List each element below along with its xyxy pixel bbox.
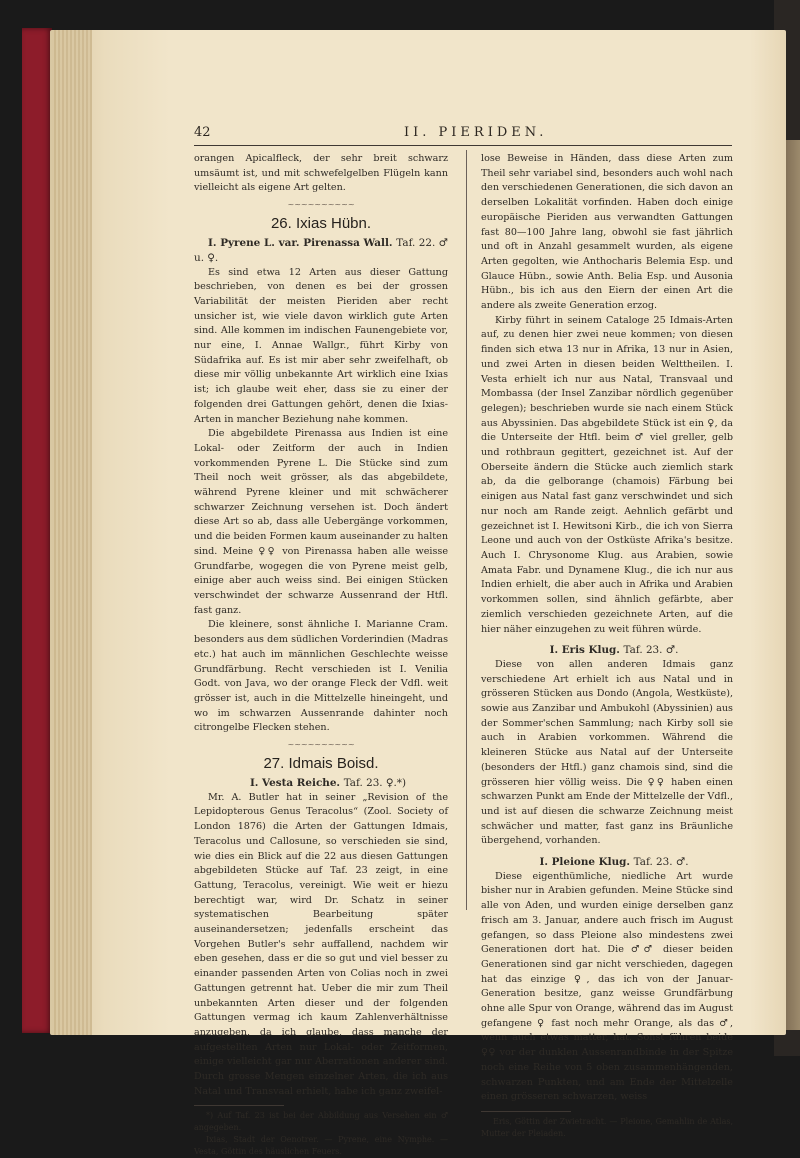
ornament-rule: ~~~~~~~~~~ [287,200,355,210]
species-name: I. Eris Klug. [549,644,620,657]
species-heading [194,236,448,265]
paragraph: lose Beweise in Händen, dass diese Arten zum Theil sehr variabel sind, besonders auch wohl nach den verschiedenen Generationen, die sich davon an derselben Lokalität vorfinden. Haben doch einige europäische Pieriden aus verwandten Gattungen fast 80—100 Jahre lang, obwohl sie fast jährlich und oft in Anzahl gesammelt wurden, als eigene Arten gegolten, wie Anthocharis Belemia Esp. und Glauce Hübn., sowie Anth. Belia Esp. und Ausonia Hübn., bis ich aus den Eiern der einen Art die andere als zweite Generation erzog. [481,153,733,312]
footnote-rule [481,1111,571,1112]
paragraph: Es sind etwa 12 Arten aus dieser Gattung beschrieben, von denen es bei der grossen Variabilität der meisten Pieriden aber recht unsicher ist, wie viele davon wirklich gute Arten sind. Alle kommen im indischen Faunengebiete vor, nur eine, I. Annae Wallgr., führt Kirby von Südafrika auf. Es ist mir aber sehr zweifelhaft, ob diese mir völlig unbekannte Art wirklich eine Ixias ist; ich glaube weit eher, dass sie zu einer der folgenden drei Gattungen gehört, denen die Ixias-Arten in mancher Beziehung nahe kommen. [194,266,448,425]
footnote: *) Auf Taf. 23 ist bei der Abbildung aus Versehen ein ♂ angegeben. [194,1111,448,1133]
plate-reference: Taf. 23. ♂. [623,644,679,657]
page-number: 42 [194,125,211,140]
species-name: I. Pyrene L. var. Pirenassa Wall. [208,237,393,250]
column-rule [466,150,467,910]
species-name: I. Vesta Reiche. [249,777,341,790]
species-heading [481,643,733,658]
species-heading [194,776,448,791]
paragraph: Die kleinere, sonst ähnliche I. Marianne Cram. besonders aus dem südlichen Vorderindien (Madras etc.) hat auch im männlichen Geschlechte weisse Grundfärbung. Recht verschieden ist I. Venilia Godt. von Java, wo der orange Fleck der Vdfl. weit grösser ist, auch in die Mittelzelle hineingeht, und wo im schwarzen Aussenrande dahinter noch citrongelbe Flecken stehen. [194,619,448,734]
plate-reference: Taf. 22. ♂ u. ♀. [194,237,448,264]
ornament-rule: ~~~~~~~~~~ [287,740,355,750]
page-gutter [52,30,92,1035]
footnotes [194,1110,448,1157]
section-title: 27. Idmais Boisd. [263,755,379,773]
paragraph: orangen Apicalfleck, der sehr breit schwarz umsäumt ist, und mit schwefelgelben Flügeln kann vielleicht als eigene Art gelten. [194,153,448,194]
footnote: Eris, Göttin der Zwietracht. — Pleione, Gemahlin de Atlas, Mutter der Pleiaden. [481,1117,733,1138]
right-column [481,152,733,1140]
left-column [194,152,448,1158]
paragraph: Kirby führt in seinem Cataloge 25 Idmais-Arten auf, zu denen hier zwei neue kommen; von diesen finden sich etwa 13 nur in Afrika, 13 nur in Asien, und zwei Arten in diesen beiden Welttheilen. I. Vesta erhielt ich nur aus Natal, Transvaal und Mombassa (der Insel Zanzibar nördlich gegenüber gelegen); beschrieben wurde sie nach einem Stück aus Abyssinien. Das abgebildete Stück ist ein ♀, da die Unterseite der Htfl. beim ♂ viel greller, gelb und rothbraun gegittert, gezeichnet ist. Auf der Oberseite ändern die Stücke auch ziemlich stark ab, da die gelborange (chamois) Färbung bei einigen aus Natal fast ganz verschwindet und sich nur noch am Rande zeigt. Aehnlich gefärbt und gezeichnet ist I. Hewitsoni Kirb., die ich von Sierra Leone und auch von der Ostküste Afrika's besitze. Auch I. Chrysonome Klug. aus Arabien, sowie Amata Fabr. und Dynamene Klug., die ich nur aus Indien erhielt, die aber auch in Afrika und Arabien vorkommen sollen, sind ähnlich gefärbte, aber ziemlich verschieden gezeichnete Arten, auf die hier näher einzugehen zu weit führen würde. [481,314,733,635]
paragraph: Mr. A. Butler hat in seiner „Revision of the Lepidopterous Genus Teracolus“ (Zool. Society of London 1876) die Arten der Gattungen Idmais, Teracolus und Callosune, so verschieden sie sind, wie dies ein Blick auf die 22 aus diesen Gattungen abgebildeten Stücke auf Taf. 23 zeigt, in eine Gattung, Teracolus, vereinigt. Wie weit er hiezu berechtigt war, wird Dr. Schatz in seiner systematischen Bearbeitung später auseinandersetzen; jedenfalls erscheint das Vorgehen Butler's sehr auffallend, nachdem wir eben gesehen, dass er die so gut und viel besser zu einander passenden Arten von Colias noch in zwei Gattungen getrennt hat. Ueber die mir zum Theil unbekannten Arten dieser und der folgenden Gattungen vermag ich kaum Zahlenverhältnisse anzugeben, da ich glaube, dass manche der aufgestellten Arten nur Lokal- oder Zeitformen, einige vielleicht gar nur Aberrationen anderer sind. Durch grosse Mengen einzelner Arten, die ich aus Natal und Transvaal erhielt, habe ich ganz zweifel- [194,791,448,1097]
footnote: Ixias, Stadt der Oenotrer. — Pyrene, eine Nymphe. — Vesta, Göttin des häuslichen Feuers. [194,1135,448,1156]
species-name: I. Pleione Klug. [539,856,631,869]
running-head [194,125,732,143]
footnote-rule [194,1105,284,1106]
running-title: II. PIERIDEN. [404,125,548,140]
head-rule [194,145,732,146]
section-title: 26. Ixias Hübn. [270,215,372,233]
book-binding [22,28,52,1033]
species-heading [481,855,733,870]
paragraph: Die abgebildete Pirenassa aus Indien ist eine Lokal- oder Zeitform der auch in Indien vorkommenden Pyrene L. Die Stücke sind zum Theil noch weit grösser, als das abgebildete, während Pyrene kleiner und mit schwächerer schwarzer Zeichnung versehen ist. Doch ändert diese Art so ab, dass alle Uebergänge vorkommen, und die beiden Formen kaum auseinander zu halten sind. Meine ♀♀ von Pirenassa haben alle weisse Grundfarbe, wogegen die von Pyrene meist gelb, einige aber auch weiss sind. Bei einigen Stücken verschwindet der schwarze Aussenrand der Htfl. fast ganz. [194,428,448,616]
paragraph: Diese von allen anderen Idmais ganz verschiedene Art erhielt ich aus Natal und in grösseren Stücken aus Dondo (Angola, Westküste), sowie aus Zanzibar und Ambukohl (Abyssinien) aus der Sommer'schen Sammlung; nach Kirby soll sie auch in Arabien vorkommen. Während die kleineren Stücke aus Natal auf der Unterseite (besonders der Htfl.) ganz chamois sind, sind die grösseren hier völlig weiss. Die ♀♀ haben einen schwarzen Punkt am Ende der Mittelzelle der Vdfl., und ist auf diesen die schwarze Zeichnung meist schwächer und matter, fast ganz ins Bräunliche übergehend, vorhanden. [481,658,733,847]
plate-reference: Taf. 23. ♀.*) [343,777,407,790]
paragraph: Diese eigenthümliche, niedliche Art wurde bisher nur in Arabien gefunden. Meine Stücke sind alle von Aden, und wurden einige derselben ganz frisch am 3. Januar, andere auch frisch im August gefangen, so dass Pleione also mindestens zwei Generationen dort hat. Die ♂♂ dieser beiden Generationen sind gar nicht verschieden, dagegen hat das einzige ♀, das ich von der Januar-Generation besitze, ganz weisse Grundfärbung ohne alle Spur von Orange, während das im August gefangene ♀ fast noch mehr Orange, als das ♂, wenn auch etwas matter, hat. Sonst führen beide ♀♀ vor der dunklen Aussenrandbinde in der Spitze noch eine Reihe von 5 oben zusammenhängenden, schwarzen Punkten, und am Ende der Mittelzelle einen grösseren schwarzen, weiss [481,870,733,1103]
footnotes [481,1116,733,1140]
plate-reference: Taf. 23. ♂. [633,856,689,869]
